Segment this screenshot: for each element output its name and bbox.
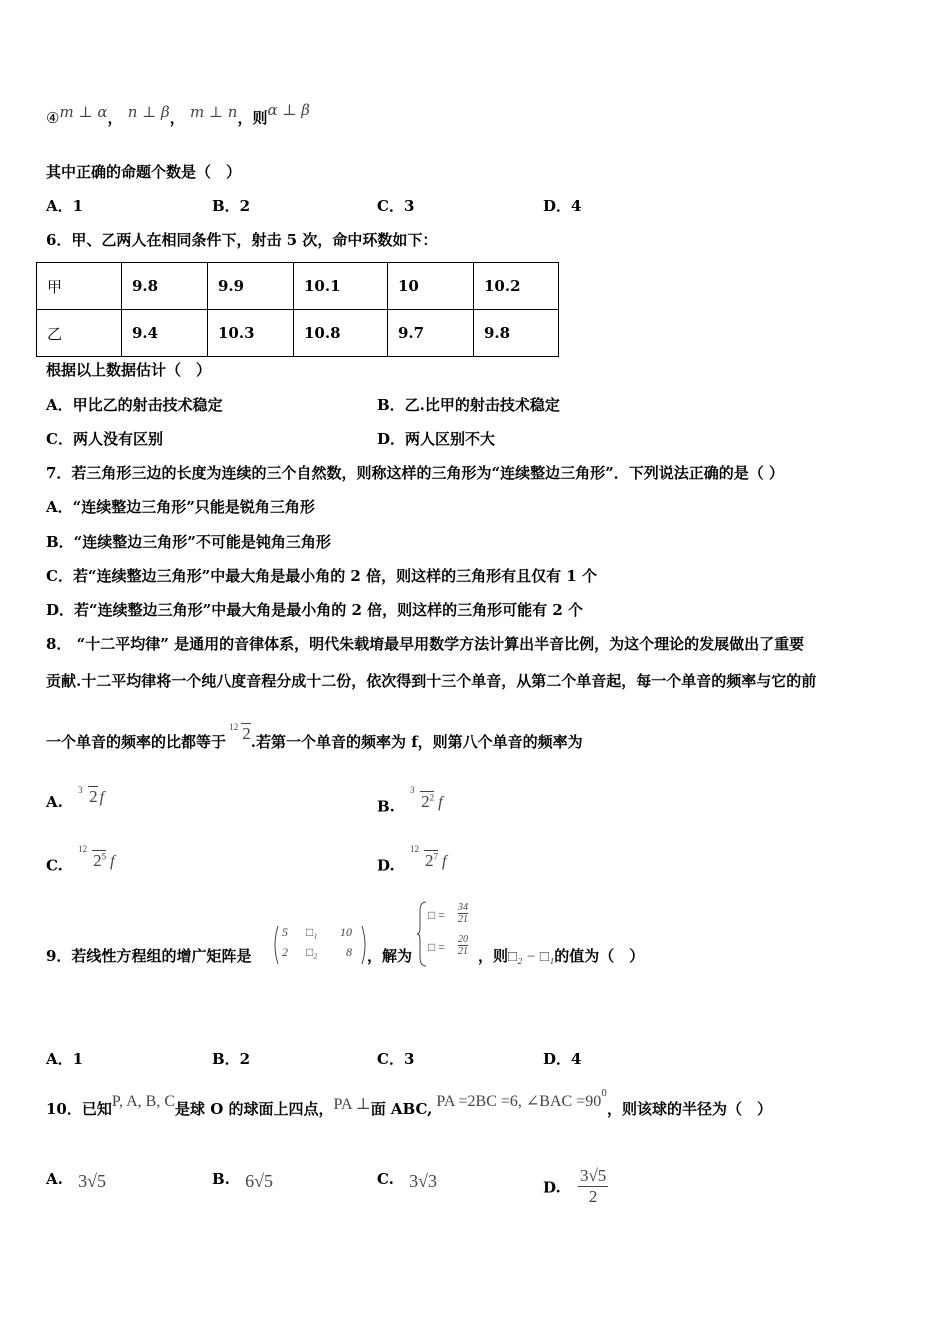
- q9-tail: [478, 946, 644, 967]
- q8-option-d-formula: 12 $2^7$ f: [409, 844, 447, 870]
- q10-option-a-value: 3√5: [78, 1171, 106, 1191]
- table-cell: 10: [388, 263, 474, 310]
- q10-perp: PA ⊥: [333, 1096, 371, 1113]
- q8-line3-text-b: .若第一个单音的频率为 f，则第八个单音的频率为: [250, 733, 583, 751]
- q10-option-b[interactable]: B. 6√5: [212, 1170, 274, 1191]
- q10-option-c[interactable]: C. 3√3: [377, 1170, 438, 1191]
- matrix-cell: 5: [282, 925, 288, 939]
- table-cell: 乙: [37, 310, 122, 357]
- q5-option-b[interactable]: B．2: [212, 197, 251, 215]
- solution-brace: [416, 901, 428, 967]
- sol2-frac: 20 21: [458, 934, 468, 957]
- q9-mid: ，解为: [367, 947, 413, 965]
- q8-line3-text-a: 一个单音的频率的比都等于: [46, 733, 227, 751]
- matrix-cell: 10: [340, 925, 352, 939]
- table-cell: 9.4: [122, 310, 208, 357]
- q6-option-c[interactable]: C．两人没有区别: [46, 430, 163, 448]
- q5-option-d[interactable]: D．4: [543, 197, 582, 215]
- q9-tail-b: 的值为（ ）: [554, 947, 645, 965]
- q10-option-d[interactable]: D. $\frac{3√5}{2}$: [543, 1166, 607, 1206]
- q8-option-a-formula: 3 2 f: [78, 785, 105, 806]
- table-cell: 甲: [37, 263, 122, 310]
- matrix-cell: 8: [346, 945, 352, 959]
- table-cell: 10.2: [474, 263, 559, 310]
- q6-option-b[interactable]: B．乙.比甲的射击技术稳定: [377, 396, 560, 414]
- q8-option-b-formula: 3 $2^2$ f: [410, 785, 443, 811]
- q9-solution: [416, 901, 478, 967]
- q5-stem: 其中正确的命题个数是（ ）: [46, 163, 242, 181]
- q8-option-c[interactable]: C. 12 $2^5$ f: [46, 844, 115, 875]
- q5-option-a[interactable]: A．1: [46, 197, 84, 215]
- q6-score-table: [36, 262, 559, 357]
- item4-cond3: m ⊥ n: [189, 103, 238, 121]
- sol1-frac: 34 21: [458, 902, 468, 925]
- augmented-matrix: [272, 924, 368, 966]
- q8-option-c-formula: 12 $2^5$ f: [78, 844, 115, 870]
- q9-lead: 9．若线性方程组的增广矩阵是: [46, 947, 252, 965]
- item4-line: [46, 101, 310, 128]
- twelfth-root-2: 12 2: [229, 722, 251, 743]
- q7-option-a[interactable]: A．“连续整边三角形”只能是锐角三角形: [46, 498, 315, 516]
- q6-ask: 根据以上数据估计（ ）: [46, 361, 212, 379]
- q9-option-a[interactable]: A．1: [46, 1050, 84, 1068]
- q7-option-c[interactable]: C．若“连续整边三角形”中最大角是最小角的 2 倍，则这样的三角形有且仅有 1 个: [46, 567, 597, 585]
- q8-option-a[interactable]: A. 3 2 f: [46, 785, 105, 811]
- q10-option-c-value: 3√3: [409, 1171, 438, 1191]
- q8-line3: [46, 722, 583, 752]
- q10-option-b-value: 6√5: [245, 1171, 274, 1191]
- sol2-lhs: □ =: [428, 940, 446, 954]
- table-cell: 9.8: [122, 263, 208, 310]
- table-row: [37, 310, 559, 357]
- q10-mid1: 是球 O 的球面上四点，: [175, 1100, 334, 1118]
- q9-option-b[interactable]: B．2: [212, 1050, 251, 1068]
- item4-cond1: m ⊥ α: [59, 103, 108, 121]
- q7-option-d[interactable]: D．若“连续整边三角形”中最大角是最小角的 2 倍，则这样的三角形可能有 2 个: [46, 601, 584, 619]
- q8-option-d[interactable]: D. 12 $2^7$ f: [377, 844, 447, 875]
- q8-option-b[interactable]: B. 3 $2^2$ f: [377, 785, 443, 816]
- q7-option-b[interactable]: B．“连续整边三角形”不可能是钝角三角形: [46, 533, 331, 551]
- item4-comma2: ，: [169, 109, 185, 127]
- table-cell: 10.1: [294, 263, 388, 310]
- q9-line: [46, 946, 251, 966]
- q6-stem: 6．甲、乙两人在相同条件下，射击 5 次，命中环数如下：: [46, 231, 438, 249]
- q9-option-d[interactable]: D．4: [543, 1050, 582, 1068]
- q10-option-d-frac: $\frac{3√5}{2}$: [579, 1166, 607, 1206]
- q7-stem: 7．若三角形三边的长度为连续的三个自然数，则称这样的三角形为“连续整边三角形”．下列说法正确的是（ ）: [46, 464, 784, 482]
- table-cell: 9.9: [208, 263, 294, 310]
- q9-expr: □₂ − □₁: [508, 949, 555, 965]
- matrix-cell: □₂: [306, 945, 318, 959]
- q9-tail-a: ，则: [478, 947, 509, 965]
- matrix-cell: □₁: [306, 925, 318, 939]
- q10-deg: 0: [601, 1089, 607, 1099]
- table-cell: 9.8: [474, 310, 559, 357]
- item4-comma1: ，: [107, 109, 123, 127]
- q8-line2: 贡献.十二平均律将一个纯八度音程分成十二份，依次得到十三个单音，从第二个单音起，每一个单音的频率与它的前: [46, 672, 817, 690]
- table-cell: 10.3: [208, 310, 294, 357]
- q10-lead: 10．已知: [46, 1100, 112, 1118]
- q8-line1: 8． “十二平均律” 是通用的音律体系，明代朱载堉最早用数学方法计算出半音比例，为这个理论的发展做出了重要: [46, 635, 805, 653]
- table-row: [37, 263, 559, 310]
- matrix-cell: 2: [282, 945, 288, 959]
- q6-option-d[interactable]: D．两人区别不大: [377, 430, 496, 448]
- q10-mid2: 面 ABC,: [370, 1100, 433, 1118]
- q10-tail: ，则该球的半径为（ ）: [606, 1100, 772, 1118]
- table-cell: 9.7: [388, 310, 474, 357]
- q10-line: [46, 1089, 772, 1120]
- q6-option-a[interactable]: A．甲比乙的射击技术稳定: [46, 396, 223, 414]
- table-cell: 10.8: [294, 310, 388, 357]
- q10-cond: PA =2BC =6, ∠BAC =90: [436, 1093, 602, 1110]
- q10-option-a[interactable]: A. 3√5: [46, 1170, 106, 1191]
- q10-points: P, A, B, C: [111, 1093, 176, 1110]
- item4-cond2: n ⊥ β: [127, 103, 170, 121]
- item4-conclusion: α ⊥ β: [267, 101, 310, 119]
- q9-option-c[interactable]: C．3: [377, 1050, 415, 1068]
- item4-then: ，则: [237, 109, 268, 127]
- item4-marker: ④: [46, 109, 60, 127]
- q5-option-c[interactable]: C．3: [377, 197, 415, 215]
- sol1-lhs: □ =: [428, 908, 446, 922]
